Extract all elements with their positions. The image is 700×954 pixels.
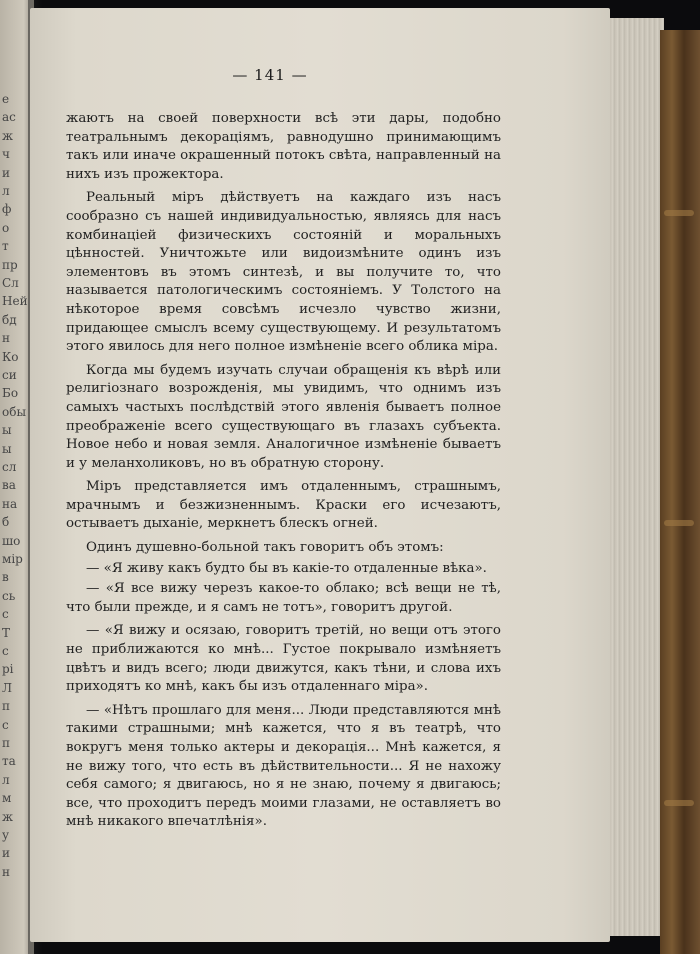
page-stack-edge: [606, 18, 664, 936]
left-page-text-fragment: ac: [2, 110, 16, 125]
left-page-text-fragment: Сл: [2, 276, 19, 290]
quote-paragraph: — «Я все вижу черезъ какое-то облако; всѣ вещи не тѣ, что были прежде, и я самъ не тотъ», говоритъ другой.: [66, 581, 501, 615]
left-page-text-fragment: Ко: [2, 349, 19, 364]
left-page-text-fragment: Т: [2, 625, 11, 640]
left-page-text-fragment: мір: [2, 552, 23, 566]
quote-paragraph: — «Я вижу и осязаю, говоритъ третій, но вещи отъ этого не приближаются ко мнѣ... Густое покрывало измѣняетъ цвѣтъ и видъ всего; люди движутся, какъ тѣни, и слова ихъ приходятъ ко мнѣ, какъ бы изъ отдаленнаго міра».: [66, 623, 501, 695]
left-page-text-fragment: e: [2, 92, 10, 106]
left-page-text-fragment: Бо: [2, 386, 19, 401]
left-page-text-fragment: б: [2, 515, 10, 530]
left-page-text-fragment: сь: [2, 588, 16, 603]
page-body: [66, 110, 501, 837]
left-page-text-fragment: л: [2, 184, 10, 198]
left-page-text-fragment: у: [2, 828, 10, 842]
left-page-text-fragment: т: [2, 239, 9, 254]
left-page-text-fragment: ж: [2, 809, 14, 824]
left-page-text-fragment: л: [2, 772, 10, 787]
left-page-text-fragment: сл: [2, 460, 17, 474]
paragraph: жаютъ на своей поверхности всѣ эти дары, подобно театральнымъ декораціямъ, равнодушно принимающимъ такъ или иначе окрашенный потокъ свѣта, направленный на нихъ изъ прожектора.: [66, 111, 501, 182]
left-page-text-fragment: Ней: [2, 294, 28, 309]
spine-ornament: [664, 210, 694, 216]
left-page-text-fragment: Л: [2, 680, 13, 695]
left-page-text-fragment: рі: [2, 662, 14, 677]
left-page-text-fragment: си: [2, 368, 17, 382]
left-page-text-fragment: и: [2, 165, 10, 180]
left-page-text-fragment: н: [2, 331, 10, 346]
quote-paragraph: — «Нѣтъ прошлаго для меня... Люди представляются мнѣ такими страшными; мнѣ кажется, что я въ театрѣ, что вокругъ меня только актеры и декорація... Мнѣ кажется, я не вижу того, что есть въ дѣйствительности... Я не нахожу себя самого; я двигаюсь, но я не знаю, почему я двигаюсь; все, что проходитъ передъ моими глазами, не оставляетъ во мнѣ никакого впечатлѣнія».: [66, 702, 501, 830]
left-page-text-fragment: та: [2, 754, 16, 769]
left-page-text-fragment: пр: [2, 257, 18, 272]
paragraph: Одинъ душевно-больной такъ говоритъ объ этомъ:: [86, 540, 444, 556]
left-page-text-fragment: бд: [2, 312, 17, 327]
left-page-text-fragment: шо: [2, 533, 21, 548]
left-page-text-fragment: п: [2, 699, 10, 714]
left-page-text-fragment: ч: [2, 147, 10, 162]
left-page-text-fragment: н: [2, 864, 10, 879]
left-page-text-fragment: с: [2, 644, 9, 658]
left-page-text-fragment: ф: [2, 202, 12, 217]
left-page-text-fragment: п: [2, 736, 10, 750]
left-page-text-fragment: ы: [2, 423, 12, 438]
left-page-text-fragment: м: [2, 791, 12, 806]
left-page-text-fragment: в: [2, 570, 9, 585]
paragraph: Реальный міръ дѣйствуетъ на каждаго изъ насъ сообразно съ нашей индивидуальностью, являясь для насъ комбинаціей физическихъ состояній и моральныхъ цѣнностей. Уничтожьте или видоизмѣните одинъ изъ элементовъ въ этомъ синтезѣ, и вы получите то, что называется патологическимъ состояніемъ. У Толстого на нѣкоторое время совсѣмъ исчезло чувство жизни, придающее смыслъ всему существующему. И результатомъ этого явилось для него полное измѣненіе всего облика міра.: [66, 190, 501, 355]
left-page-text-fragment: ва: [2, 478, 16, 493]
paragraph: Когда мы будемъ изучать случаи обращенія къ вѣрѣ или религіознаго возрожденія, мы увидимъ, что однимъ изъ самыхъ частыхъ послѣдствій этого явленія бываетъ полное преображеніе всего существующаго въ глазахъ субъекта. Новое небо и новая земля. Аналогичное измѣненіе бываетъ и у меланхоликовъ, но въ обратную сторону.: [66, 362, 501, 471]
quote-paragraph: — «Я живу какъ будто бы въ какіе-то отдаленные вѣка».: [86, 560, 487, 576]
page-number: — 141 —: [232, 66, 308, 84]
left-page-text-fragment: с: [2, 607, 9, 622]
paragraph: Міръ представляется имъ отдаленнымъ, страшнымъ, мрачнымъ и безжизненнымъ. Краски его исчезаютъ, остываетъ дыханіе, меркнетъ блескъ огней.: [66, 479, 501, 532]
left-page-text-fragment: о: [2, 220, 10, 235]
left-page-text-fragment: с: [2, 717, 9, 732]
left-page-text-fragment: ж: [2, 128, 14, 143]
spine-ornament: [664, 800, 694, 806]
left-page-text-fragment: ы: [2, 441, 12, 456]
book-spine: [660, 30, 700, 954]
left-page-text-fragment: и: [2, 846, 10, 861]
left-page-text-fragment: на: [2, 496, 18, 511]
left-page-text-fragment: обы: [2, 404, 26, 419]
spine-ornament: [664, 520, 694, 526]
